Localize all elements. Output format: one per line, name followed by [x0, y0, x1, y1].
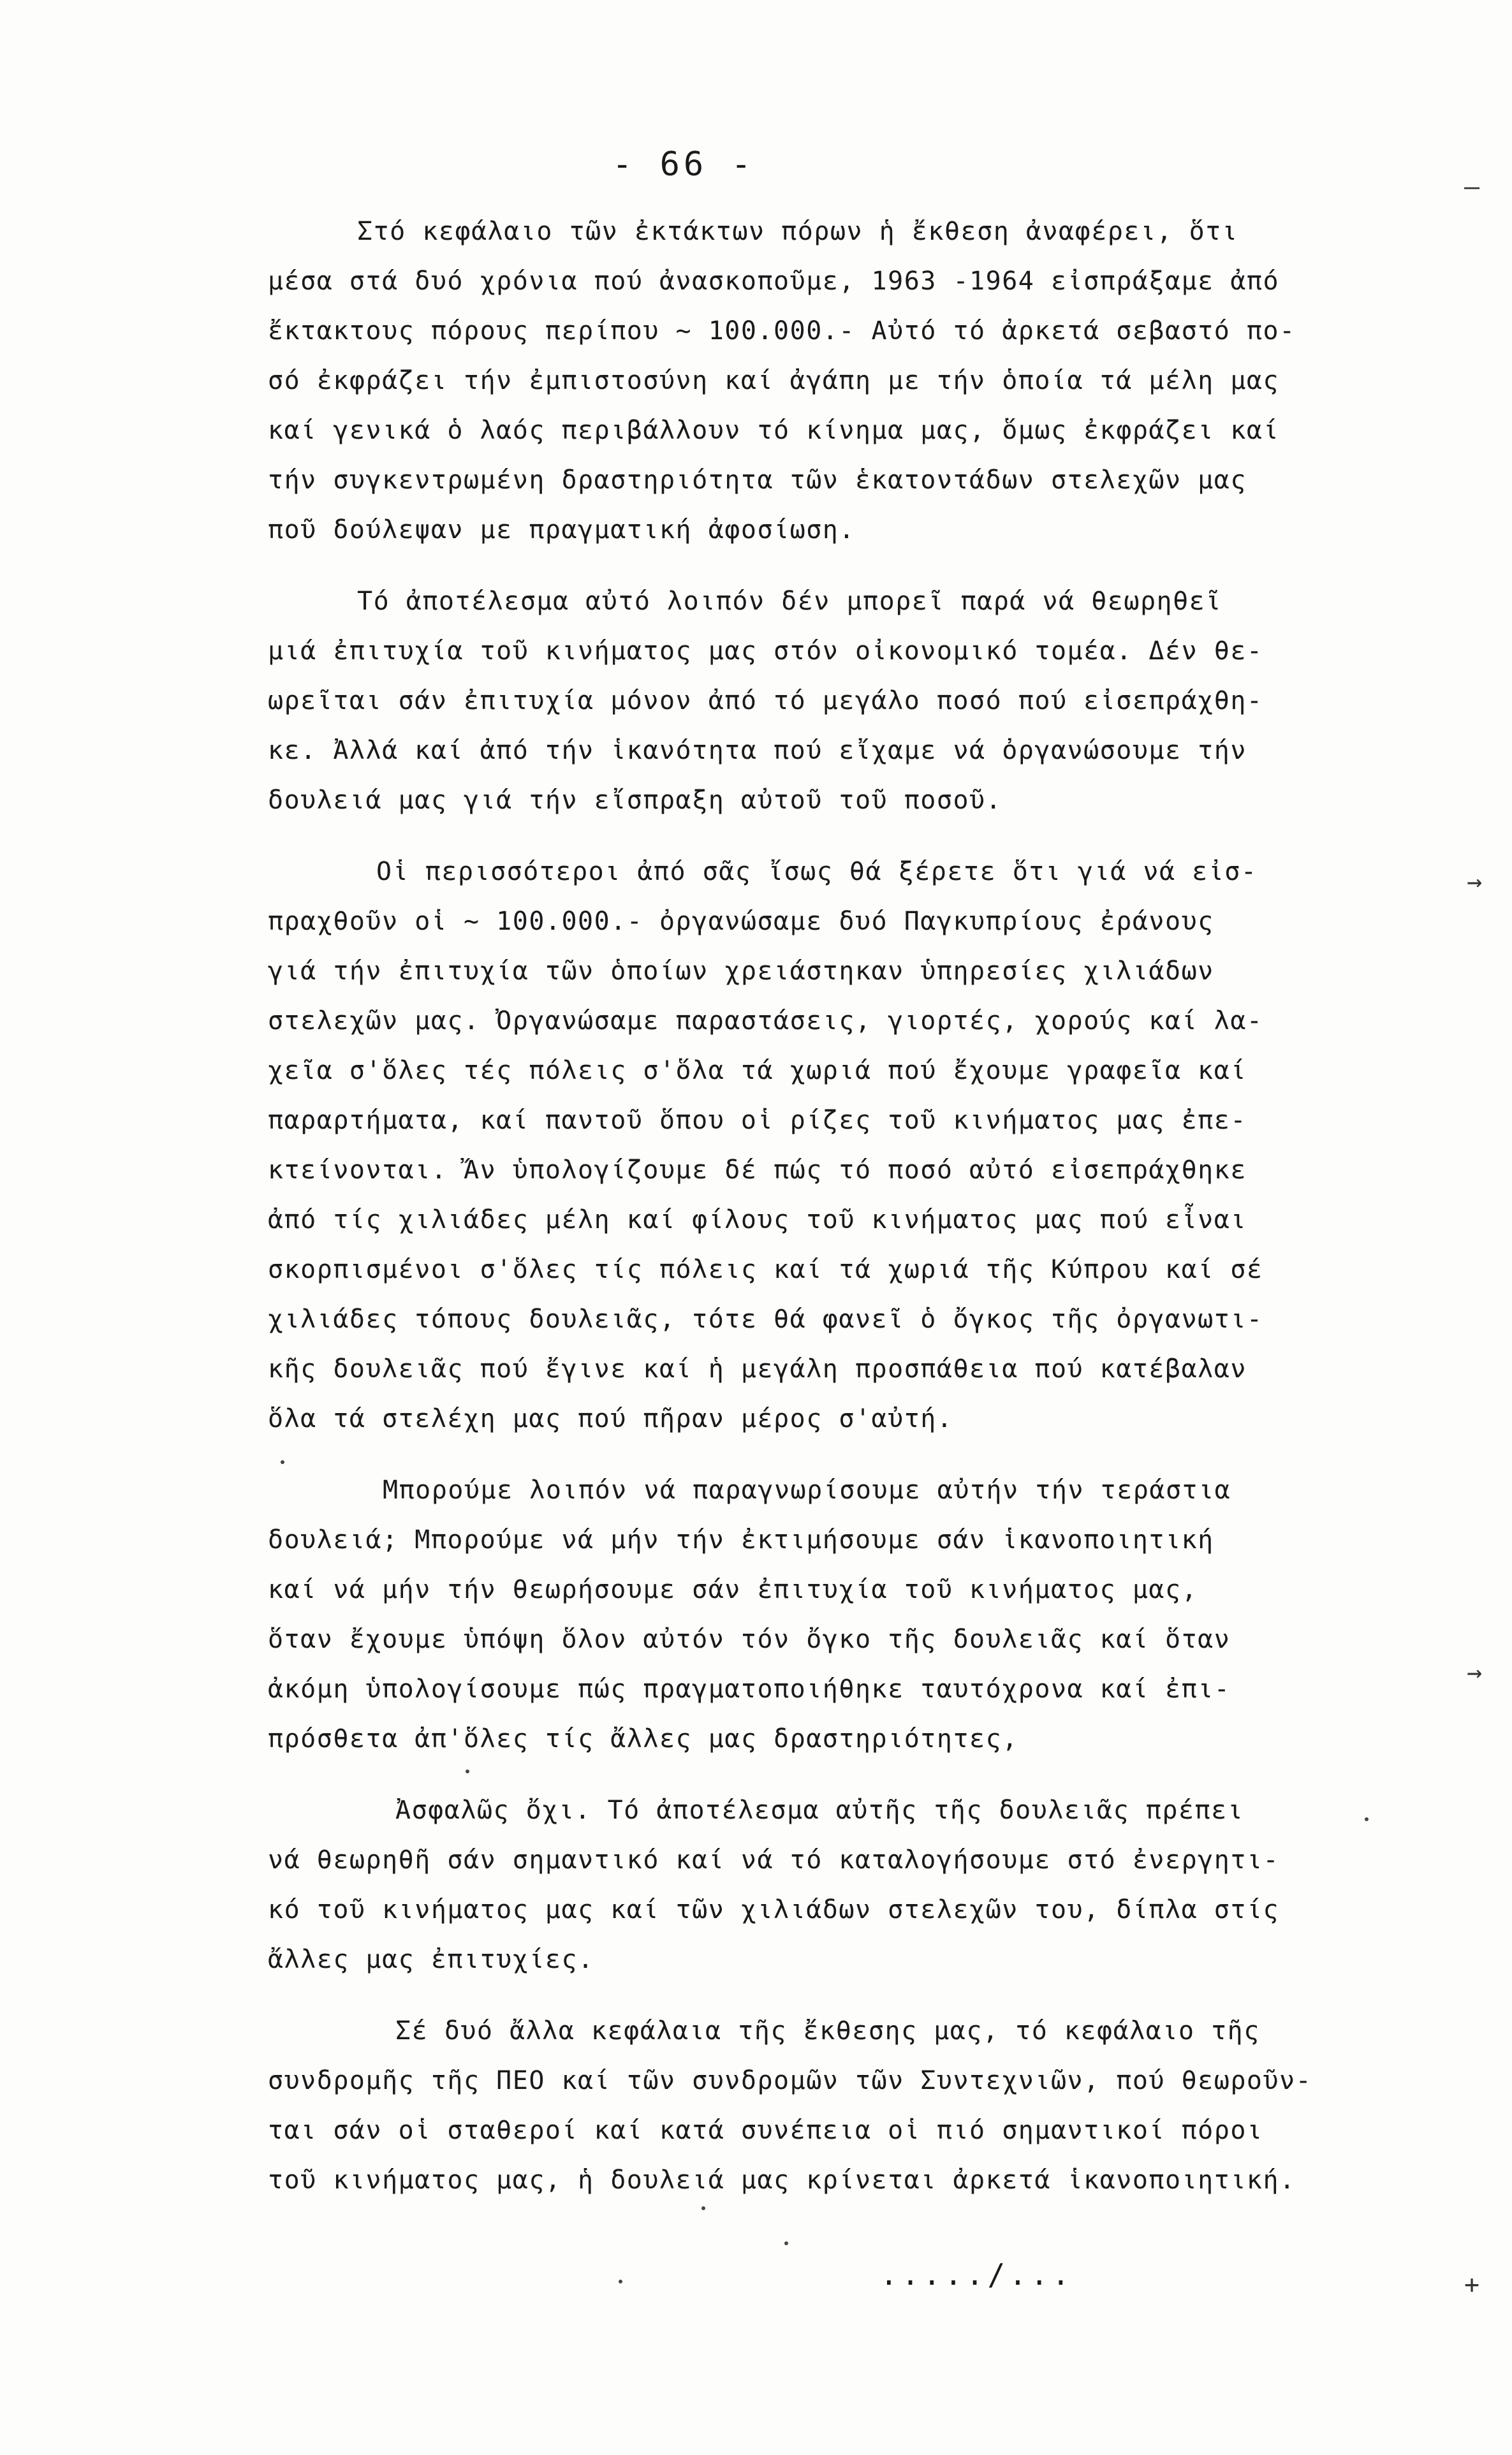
margin-arrow-mark: →	[1467, 1658, 1483, 1687]
paragraph-line: ἔκτακτους πόρους περίπου ~ 100.000.- Αὐτό τό ἀρκετά σεβαστό πο-	[268, 316, 1296, 346]
paragraph-line: τοῦ κινήματος μας, ἡ δουλειά μας κρίνεται ἀρκετά ἱκανοποιητική.	[268, 2166, 1296, 2195]
margin-cross-mark: +	[1464, 2270, 1480, 2299]
paragraph-line: ποῦ δούλεψαν με πραγματική ἀφοσίωση.	[268, 515, 855, 545]
paragraph-line: σκορπισμένοι σ'ὅλες τίς πόλεις καί τά χωριά τῆς Κύπρου καί σέ	[268, 1255, 1263, 1284]
scan-speck	[784, 2241, 788, 2245]
paragraph-line: στελεχῶν μας. Ὀργανώσαμε παραστάσεις, γιορτές, χορούς καί λα-	[268, 1006, 1263, 1036]
margin-dash-mark: —	[1464, 172, 1480, 202]
paragraph-line: πρόσθετα ἀπ'ὅλες τίς ἄλλες μας δραστηριότητες,	[268, 1724, 1018, 1754]
paragraph-line: Στό κεφάλαιο τῶν ἐκτάκτων πόρων ἡ ἔκθεση ἀναφέρει, ὅτι	[357, 217, 1238, 246]
paragraph-line: Μπορούμε λοιπόν νά παραγνωρίσουμε αὐτήν τήν τεράστια	[383, 1476, 1231, 1505]
paragraph-line: ἀκόμη ὑπολογίσουμε πώς πραγματοποιήθηκε ταυτόχρονα καί ἐπι-	[268, 1675, 1231, 1704]
paragraph-line: κε. Ἀλλά καί ἀπό τήν ἱκανότητα πού εἴχαμε νά ὀργανώσουμε τήν	[268, 736, 1247, 765]
paragraph-line: γιά τήν ἐπιτυχία τῶν ὁποίων χρειάστηκαν ὑπηρεσίες χιλιάδων	[268, 956, 1214, 986]
page-number: - 66 -	[612, 145, 755, 184]
paragraph-line: δουλειά μας γιά τήν εἴσπραξη αὐτοῦ τοῦ ποσοῦ.	[268, 786, 1002, 815]
paragraph-line: τήν συγκεντρωμένη δραστηριότητα τῶν ἑκατοντάδων στελεχῶν μας	[268, 465, 1247, 495]
paragraph-line: σό ἐκφράζει τήν ἐμπιστοσύνη καί ἀγάπη με τήν ὁποία τά μέλη μας	[268, 366, 1280, 395]
paragraph-line: συνδρομῆς τῆς ΠΕΟ καί τῶν συνδρομῶν τῶν Συντεχνιῶν, πού θεωροῦν-	[268, 2066, 1312, 2095]
scan-speck	[281, 1460, 284, 1464]
continuation-mark: ...../...	[880, 2257, 1074, 2292]
paragraph-line: χεῖα σ'ὅλες τές πόλεις σ'ὅλα τά χωριά πού ἔχουμε γραφεῖα καί	[268, 1056, 1247, 1085]
paragraph-line: Σέ δυό ἄλλα κεφάλαια τῆς ἔκθεσης μας, τό κεφάλαιο τῆς	[395, 2016, 1260, 2046]
paragraph-line: μιά ἐπιτυχία τοῦ κινήματος μας στόν οἰκονομικό τομέα. Δέν θε-	[268, 636, 1263, 666]
paragraph-line: κῆς δουλειᾶς πού ἔγινε καί ἡ μεγάλη προσπάθεια πού κατέβαλαν	[268, 1354, 1247, 1384]
paragraph-line: παραρτήματα, καί παντοῦ ὅπου οἱ ρίζες τοῦ κινήματος μας ἐπε-	[268, 1106, 1247, 1135]
paragraph-line: Οἱ περισσότεροι ἀπό σᾶς ἴσως θά ξέρετε ὅτι γιά νά εἰσ-	[376, 857, 1258, 886]
paragraph-line: πραχθοῦν οἱ ~ 100.000.- ὀργανώσαμε δυό Παγκυπρίους ἐράνους	[268, 907, 1214, 936]
paragraph-line: ὅλα τά στελέχη μας πού πῆραν μέρος σ'αὐτή.	[268, 1404, 953, 1433]
margin-arrow-mark: →	[1467, 867, 1483, 897]
paragraph-line: ἄλλες μας ἐπιτυχίες.	[268, 1945, 594, 1974]
paragraph-line: Ἀσφαλῶς ὄχι. Τό ἀποτέλεσμα αὐτῆς τῆς δουλειᾶς πρέπει	[395, 1796, 1244, 1825]
paragraph-line: καί γενικά ὁ λαός περιβάλλουν τό κίνημα μας, ὅμως ἐκφράζει καί	[268, 416, 1280, 445]
paragraph-line: ωρεῖται σάν ἐπιτυχία μόνον ἀπό τό μεγάλο ποσό πού εἰσεπράχθη-	[268, 686, 1263, 715]
paragraph-line: χιλιάδες τόπους δουλειᾶς, τότε θά φανεῖ ὁ ὄγκος τῆς ὀργανωτι-	[268, 1305, 1263, 1334]
paragraph-line: καί νά μήν τήν θεωρήσουμε σάν ἐπιτυχία τοῦ κινήματος μας,	[268, 1575, 1198, 1604]
paragraph-line: δουλειά; Μπορούμε νά μήν τήν ἐκτιμήσουμε σάν ἱκανοποιητική	[268, 1525, 1214, 1555]
paragraph-line: μέσα στά δυό χρόνια πού ἀνασκοποῦμε, 1963 -1964 εἰσπράξαμε ἀπό	[268, 267, 1280, 296]
paragraph-line: ἀπό τίς χιλιάδες μέλη καί φίλους τοῦ κινήματος μας πού εἶναι	[268, 1205, 1247, 1235]
paragraph-line: νά θεωρηθῆ σάν σημαντικό καί νά τό καταλογήσουμε στό ἐνεργητι-	[268, 1845, 1280, 1875]
paragraph-line: κτείνονται. Ἄν ὑπολογίζουμε δέ πώς τό ποσό αὐτό εἰσεπράχθηκε	[268, 1155, 1247, 1185]
paragraph-line: ὅταν ἔχουμε ὑπόψη ὅλον αὐτόν τόν ὄγκο τῆς δουλειᾶς καί ὅταν	[268, 1625, 1231, 1654]
scan-speck	[1365, 1817, 1369, 1821]
scan-speck	[466, 1770, 469, 1773]
scan-speck	[619, 2280, 622, 2283]
paragraph-line: κό τοῦ κινήματος μας καί τῶν χιλιάδων στελεχῶν του, δίπλα στίς	[268, 1895, 1280, 1924]
scan-speck	[701, 2206, 705, 2210]
paragraph-line: ται σάν οἱ σταθεροί καί κατά συνέπεια οἱ πιό σημαντικοί πόροι	[268, 2116, 1263, 2145]
paragraph-line: Τό ἀποτέλεσμα αὐτό λοιπόν δέν μπορεῖ παρά νά θεωρηθεῖ	[357, 587, 1222, 616]
